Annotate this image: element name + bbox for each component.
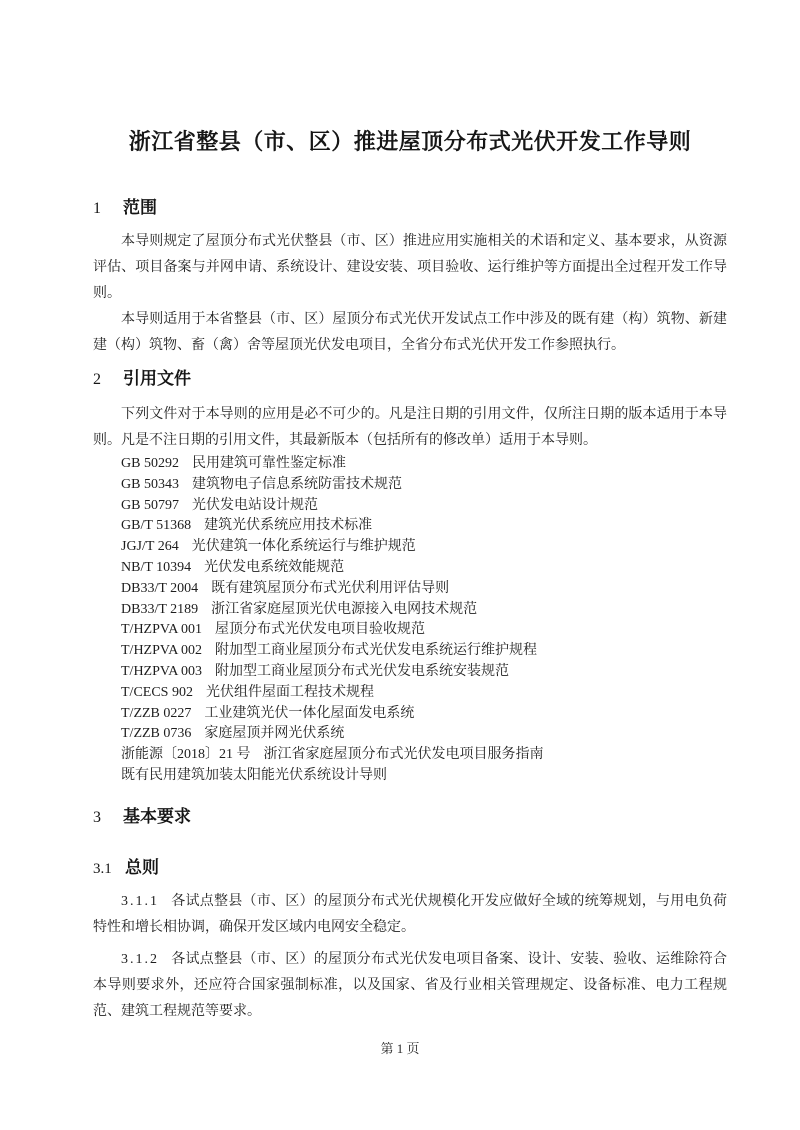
standard-name: 附加型工商业屋顶分布式光伏发电系统安装规范 bbox=[215, 663, 510, 679]
standard-name: 建筑物电子信息系统防雷技术规范 bbox=[191, 476, 402, 492]
section-number: 3 bbox=[93, 808, 101, 826]
reference-item bbox=[93, 454, 727, 475]
clause-3-1-2 bbox=[93, 947, 727, 1025]
standard-name: 既有民用建筑加装太阳能光伏系统设计导则 bbox=[121, 767, 387, 783]
standard-name: 屋顶分布式光伏发电项目验收规范 bbox=[215, 622, 426, 638]
section-title: 基本要求 bbox=[123, 806, 191, 826]
clauses-block bbox=[93, 889, 727, 1025]
reference-item bbox=[93, 620, 727, 641]
subsection-title: 总则 bbox=[125, 857, 159, 877]
reference-item bbox=[93, 704, 727, 725]
section-number: 1 bbox=[93, 200, 101, 217]
standard-code: T/HZPVA 001 bbox=[121, 622, 203, 638]
section-number: 2 bbox=[93, 371, 101, 388]
standard-code: 浙能源〔2018〕21 号 bbox=[121, 747, 251, 763]
standard-code: GB 50292 bbox=[121, 456, 179, 471]
references-intro-paragraph: 下列文件对于本导则的应用是必不可少的。凡是注日期的引用文件，仅所注日期的版本适用于本导则。凡是不注日期的引用文件，其最新版本（包括所有的修改单）适用于本导则。 bbox=[93, 407, 727, 448]
standard-name: 浙江省家庭屋顶分布式光伏发电项目服务指南 bbox=[263, 747, 544, 763]
standard-name: 家庭屋顶并网光伏系统 bbox=[204, 726, 345, 742]
standard-code: GB/T 51368 bbox=[121, 518, 192, 534]
reference-item bbox=[93, 558, 727, 579]
clause-number: 3.1.2 bbox=[121, 951, 159, 967]
reference-item bbox=[93, 683, 727, 704]
section-heading-references bbox=[93, 367, 727, 392]
reference-item bbox=[93, 724, 727, 745]
reference-item bbox=[93, 766, 727, 787]
subsection-heading-general bbox=[93, 856, 727, 881]
clause-text: 各试点整县（市、区）的屋顶分布式光伏发电项目备案、设计、安装、验收、运维除符合本导则要求外，还应符合国家强制标准，以及国家、省及行业相关管理规定、设备标准、电力工程规范、建筑工程规范等要求。 bbox=[93, 951, 727, 1019]
reference-item bbox=[93, 475, 727, 496]
section-heading-scope bbox=[93, 196, 727, 221]
standard-code: DB33/T 2004 bbox=[121, 580, 199, 596]
standard-code: T/ZZB 0227 bbox=[121, 705, 192, 721]
standard-code: GB 50343 bbox=[121, 476, 179, 492]
reference-item bbox=[93, 641, 727, 662]
clause-text: 各试点整县（市、区）的屋顶分布式光伏规模化开发应做好全域的统筹规划，与用电负荷特性和增长相协调，确保开发区域内电网安全稳定。 bbox=[93, 893, 727, 935]
reference-item bbox=[93, 662, 727, 683]
clause-number: 3.1.1 bbox=[121, 893, 159, 909]
page-title: 浙江省整县（市、区）推进屋顶分布式光伏开发工作导则 bbox=[128, 129, 692, 154]
reference-item bbox=[93, 516, 727, 537]
reference-standards-list bbox=[93, 454, 727, 787]
standard-name: 既有建筑屋顶分布式光伏利用评估导则 bbox=[211, 580, 450, 596]
section-title: 范围 bbox=[123, 198, 157, 217]
standard-code: NB/T 10394 bbox=[121, 559, 192, 575]
standard-name: 光伏发电系统效能规范 bbox=[204, 559, 345, 575]
clause-3-1-1 bbox=[93, 889, 727, 941]
scope-paragraph-2: 本导则适用于本省整县（市、区）屋顶分布式光伏开发试点工作中涉及的既有建（构）筑物、新建建（构）筑物、畜（禽）舍等屋顶光伏发电项目，全省分布式光伏开发工作参照执行。 bbox=[93, 312, 727, 353]
standard-code: T/ZZB 0736 bbox=[121, 726, 192, 742]
standard-name: 附加型工商业屋顶分布式光伏发电系统运行维护规程 bbox=[215, 643, 538, 659]
standard-name: 光伏组件屋面工程技术规程 bbox=[205, 684, 374, 700]
section-title: 引用文件 bbox=[123, 369, 191, 388]
reference-item bbox=[93, 579, 727, 600]
standard-name: 工业建筑光伏一体化屋面发电系统 bbox=[204, 705, 415, 721]
standard-name: 光伏建筑一体化系统运行与维护规范 bbox=[191, 539, 416, 555]
standard-name: 民用建筑可靠性鉴定标准 bbox=[191, 456, 346, 471]
standard-name: 建筑光伏系统应用技术标准 bbox=[204, 518, 373, 534]
standard-code: GB 50797 bbox=[121, 497, 179, 513]
reference-item bbox=[93, 537, 727, 558]
reference-item bbox=[93, 600, 727, 621]
subsection-number: 3.1 bbox=[93, 860, 112, 877]
page-number-footer: 第 1 页 bbox=[380, 1041, 420, 1056]
scope-paragraph-1: 本导则规定了屋顶分布式光伏整县（市、区）推进应用实施相关的术语和定义、基本要求，从资源评估、项目备案与并网申请、系统设计、建设安装、项目验收、运行维护等方面提出全过程开发工作导则。 bbox=[93, 234, 727, 301]
standard-name: 浙江省家庭屋顶光伏电源接入电网技术规范 bbox=[211, 601, 478, 617]
standard-name: 光伏发电站设计规范 bbox=[191, 497, 318, 513]
reference-item bbox=[93, 745, 727, 766]
section-heading-basic-requirements bbox=[93, 805, 727, 830]
standard-code: T/HZPVA 002 bbox=[121, 643, 203, 659]
standard-code: T/CECS 902 bbox=[121, 684, 193, 700]
standard-code: DB33/T 2189 bbox=[121, 601, 199, 617]
standard-code: JGJ/T 264 bbox=[121, 539, 179, 555]
reference-item bbox=[93, 496, 727, 517]
standard-code: T/HZPVA 003 bbox=[121, 663, 203, 679]
